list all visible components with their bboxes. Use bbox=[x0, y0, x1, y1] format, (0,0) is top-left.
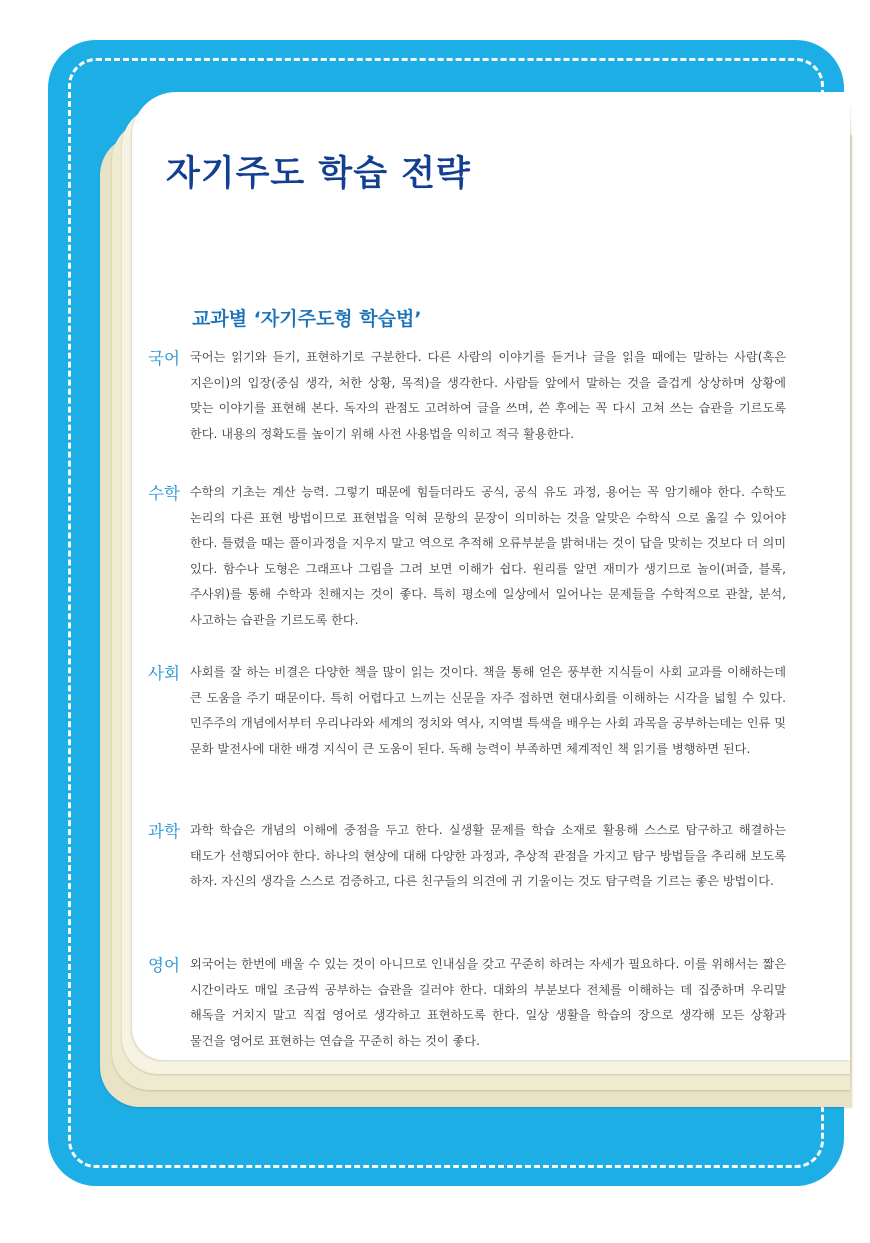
subject-description: 국어는 읽기와 듣기, 표현하기로 구분한다. 다른 사람의 이야기를 듣거나 글을 읽을 때에는 말하는 사람(혹은 지은이)의 입장(중심 생각, 처한 상황, 목적)을 생각한다. 사람들 앞에서 말하는 것을 즐겁게 상상하며 상황에 맞는 이야기를 표현해 본다. 독자의 관점도 고려하여 글을 쓰며, 쓴 후에는 꼭 다시 고쳐 쓰는 습관을 기르도록 한다. 내용의 정확도를 높이기 위해 사전 사용법을 익히고 적극 활용한다. bbox=[190, 350, 786, 441]
subject-description: 과학 학습은 개념의 이해에 중점을 두고 한다. 실생활 문제를 학습 소재로 활용해 스스로 탐구하고 해결하는 태도가 선행되어야 한다. 하나의 현상에 대해 다양한 과정과, 추상적 관점을 가지고 탐구 방법들을 추리해 보도록 하자. 자신의 생각을 스스로 검증하고, 다른 친구들의 의견에 귀 기울이는 것도 탐구력을 기르는 좋은 방법이다. bbox=[190, 823, 786, 888]
subject-description: 사회를 잘 하는 비결은 다양한 책을 많이 읽는 것이다. 책을 통해 얻은 풍부한 지식들이 사회 교과를 이해하는데 큰 도움을 주기 때문이다. 특히 어렵다고 느끼는 신문을 자주 접하면 현대사회를 이해하는 시각을 넓힐 수 있다. 민주주의 개념에서부터 우리나라와 세계의 정치와 역사, 지역별 특색을 배우는 사회 과목을 공부하는데는 인류 및 문화 발전사에 대한 배경 지식이 큰 도움이 된다. 독해 능력이 부족하면 체계적인 책 읽기를 병행하면 된다. bbox=[190, 665, 786, 756]
subject-label: 영어 bbox=[148, 956, 180, 975]
subject-label: 사회 bbox=[148, 664, 180, 683]
subject-label: 국어 bbox=[148, 349, 180, 368]
subject-label: 과학 bbox=[148, 822, 180, 841]
subject-label: 수학 bbox=[148, 484, 180, 503]
page-title: 자기주도 학습 전략 bbox=[166, 154, 471, 194]
section-subtitle: 교과별 ‘자기주도형 학습법’ bbox=[192, 308, 422, 330]
subject-description: 외국어는 한번에 배울 수 있는 것이 아니므로 인내심을 갖고 꾸준히 하려는 자세가 필요하다. 이를 위해서는 짧은 시간이라도 매일 조금씩 공부하는 습관을 길러야 한다. 대화의 부분보다 전체를 이해하는 데 집중하며 우리말 해독을 거치지 말고 직접 영어로 생각하고 표현하도록 한다. 일상 생활을 학습의 장으로 생각해 모든 상황과 물건을 영어로 표현하는 연습을 꾸준히 하는 것이 좋다. bbox=[190, 957, 786, 1048]
subject-description: 수학의 기초는 계산 능력. 그렇기 때문에 힘들더라도 공식, 공식 유도 과정, 용어는 꼭 암기해야 한다. 수학도 논리의 다른 표현 방법이므로 표현법을 익혀 문항의 문장이 의미하는 것을 알맞은 수학식 으로 옮길 수 있어야 한다. 틀렸을 때는 풀이과정을 지우지 말고 역으로 추적해 오류부분을 밝혀내는 것이 답을 맞히는 것보다 더 의미 있다. 함수나 도형은 그래프나 그림을 그려 보면 이해가 쉽다. 원리를 알면 재미가 생기므로 놀이(퍼즐, 블록, 주사위)를 통해 수학과 친해지는 것이 좋다. 특히 평소에 일상에서 일어나는 문제들을 수학적으로 관찰, 분석, 사고하는 습관을 기르도록 한다. bbox=[190, 485, 786, 627]
